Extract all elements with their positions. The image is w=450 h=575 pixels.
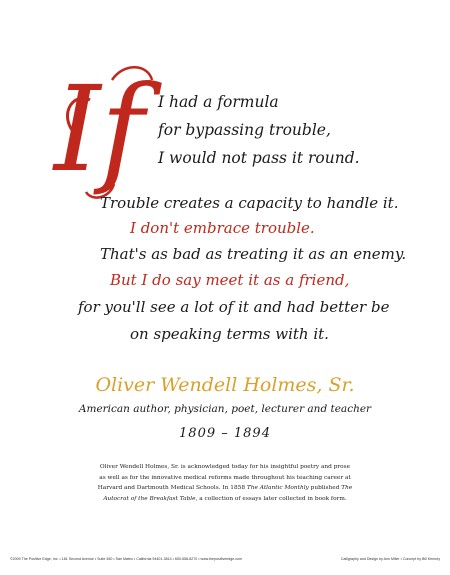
quote-line-1: I had a formula (158, 93, 279, 111)
bio-text-2: published (308, 485, 342, 491)
dropcap-if-ornament (52, 52, 162, 202)
quote-line-7: But I do say meet it as a friend, (110, 271, 350, 289)
quote-line-8: for you'll see a lot of it and had better be (78, 298, 390, 316)
quote-line-5: I don't embrace trouble. (130, 219, 315, 237)
footer-publisher: ©2009 The Positive Edge, Inc. • 181 Second Avenue • Suite 450 • San Mateo • California 94401-3814 • 650-558-8270 • www.thepositiveedge.com (10, 557, 243, 561)
bio-paragraph (96, 462, 354, 504)
quote-line-6: That's as bad as treating it as an enemy. (100, 245, 407, 263)
quote-line-9: on speaking terms with it. (130, 325, 329, 343)
bio-text-3: , a collection of essays later collected in book form. (195, 495, 347, 502)
author-roles: American author, physician, poet, lecturer and teacher (78, 403, 372, 415)
bio-title-1: The Atlantic Monthly (246, 485, 309, 491)
author-years: 1809 – 1894 (179, 426, 271, 441)
author-name: Oliver Wendell Holmes, Sr. (95, 374, 355, 396)
bio-text-1: Oliver Wendell Holmes, Sr. is acknowledged today for his insightful poetry and prose as well as for the innovative medical reforms made throughout his teaching career at Harvard and Dartmouth Medical Schools. In 1858 (97, 464, 351, 491)
bio-title-2: The Autocrat of the Breakfast Table (103, 485, 353, 502)
footer-credits: Calligraphy and Design by Ann Miller • Concept by Bill Kenney (340, 557, 440, 561)
quote-line-2: for bypassing trouble, (158, 121, 331, 139)
dropcap-letters: If (54, 60, 145, 198)
quote-line-3: I would not pass it round. (158, 149, 360, 167)
quote-line-4: Trouble creates a capacity to handle it. (100, 194, 399, 212)
